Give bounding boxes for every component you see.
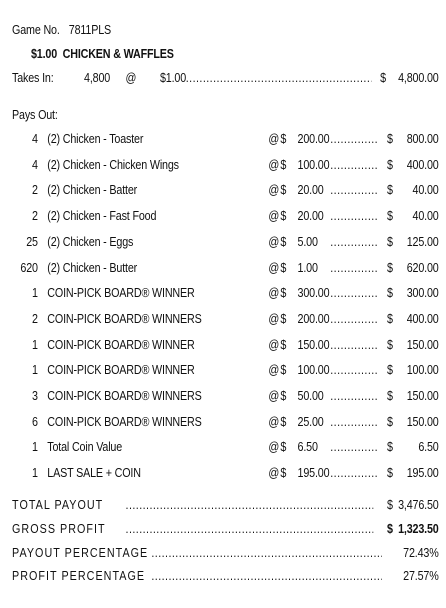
takes-in-total: 4,800.00	[398, 71, 439, 85]
payout-at: @	[268, 363, 280, 378]
payout-at: @	[268, 311, 280, 326]
payout-description: (2) Chicken - Butter	[47, 260, 138, 275]
payout-amount: 50.00	[297, 389, 324, 403]
payout-description: COIN-PICK BOARD® WINNER	[47, 363, 195, 378]
payout-total: 40.00	[412, 209, 439, 224]
payout-amount-currency: $	[280, 414, 287, 429]
payout-amount-currency: $	[280, 234, 287, 249]
payout-total-currency: $	[387, 440, 393, 455]
payout-amount: 195.00	[297, 466, 330, 481]
total-payout-currency: $	[387, 498, 393, 512]
payout-total: 150.00	[406, 389, 439, 403]
payout-amount: 150.00	[297, 337, 330, 352]
payout-qty: 4	[32, 157, 38, 172]
payout-total-currency: $	[387, 311, 393, 326]
payout-amount-currency: $	[280, 311, 287, 326]
payout-description: COIN-PICK BOARD® WINNERS	[47, 389, 202, 403]
payout-total-currency: $	[387, 414, 393, 429]
payout-total: 150.00	[406, 414, 439, 429]
payout-amount: 100.00	[297, 157, 330, 172]
payout-amount: 25.00	[297, 414, 324, 429]
payout-amount: 1.00	[297, 260, 318, 275]
profit-percentage-value: 27.57%	[403, 569, 439, 583]
payout-leader-dots	[330, 260, 378, 276]
game-title: $1.00 CHICKEN & WAFFLES	[30, 47, 174, 61]
payout-leader-dots	[330, 157, 378, 173]
payout-description: Total Coin Value	[47, 440, 123, 455]
payout-at: @	[268, 157, 280, 172]
payout-at: @	[268, 132, 280, 146]
payout-total-currency: $	[387, 183, 393, 198]
gross-profit-leader-dots	[126, 521, 374, 537]
payout-amount-currency: $	[280, 440, 287, 455]
payout-amount: 20.00	[297, 209, 324, 224]
payout-qty: 2	[32, 209, 38, 224]
takes-in-label: Takes In:	[12, 71, 54, 85]
payout-qty: 2	[32, 183, 38, 198]
pays-out-label: Pays Out:	[12, 108, 58, 122]
payout-total: 400.00	[406, 157, 439, 172]
payout-description: (2) Chicken - Chicken Wings	[47, 157, 179, 172]
payout-leader-dots	[330, 311, 378, 327]
payout-at: @	[268, 260, 280, 275]
payout-total-currency: $	[387, 234, 393, 249]
takes-in-currency: $	[380, 71, 386, 85]
payout-leader-dots	[330, 414, 378, 430]
payout-total: 300.00	[406, 286, 439, 301]
payout-total-currency: $	[387, 260, 393, 275]
payout-total-currency: $	[387, 286, 393, 301]
total-payout-value: 3,476.50	[398, 498, 439, 512]
payout-total: 195.00	[406, 466, 439, 481]
payout-description: LAST SALE + COIN	[47, 466, 141, 481]
payout-total-currency: $	[387, 132, 393, 146]
payout-description: (2) Chicken - Fast Food	[47, 209, 157, 224]
payout-total: 6.50	[418, 440, 439, 455]
payout-amount: 6.50	[297, 440, 318, 455]
payout-leader-dots	[330, 208, 378, 224]
takes-in-price: $1.00	[159, 71, 187, 85]
payout-qty: 1	[32, 466, 38, 481]
payout-amount-currency: $	[280, 466, 287, 481]
payout-qty: 4	[32, 132, 38, 146]
payout-at: @	[268, 440, 280, 455]
payout-description: (2) Chicken - Eggs	[47, 234, 134, 249]
payout-at: @	[268, 466, 280, 481]
payout-amount: 20.00	[297, 183, 324, 198]
payout-description: COIN-PICK BOARD® WINNER	[47, 337, 195, 352]
payout-leader-dots	[330, 337, 378, 353]
payout-amount-currency: $	[280, 132, 287, 146]
profit-percentage-leader-dots	[151, 568, 381, 584]
payout-description: COIN-PICK BOARD® WINNER	[47, 286, 195, 301]
payout-description: COIN-PICK BOARD® WINNERS	[47, 414, 202, 429]
payout-leader-dots	[330, 439, 378, 455]
takes-in-leader-dots	[186, 70, 372, 86]
payout-qty: 1	[32, 440, 38, 455]
gross-profit-label: GROSS PROFIT	[12, 522, 106, 536]
payout-total-currency: $	[387, 337, 393, 352]
payout-total: 400.00	[406, 311, 439, 326]
payout-total-currency: $	[387, 209, 393, 224]
payout-description: (2) Chicken - Toaster	[47, 132, 144, 146]
total-payout-leader-dots	[126, 497, 374, 513]
payout-total-currency: $	[387, 363, 393, 378]
payout-leader-dots	[330, 465, 378, 481]
payout-qty: 1	[32, 337, 38, 352]
payout-amount: 300.00	[297, 286, 330, 301]
gross-profit-currency: $	[387, 522, 393, 536]
payout-total: 125.00	[406, 234, 439, 249]
payout-qty: 620	[20, 260, 38, 275]
total-payout-label: TOTAL PAYOUT	[12, 498, 104, 512]
game-no-value: 7811PLS	[68, 23, 112, 37]
payout-at: @	[268, 389, 280, 403]
payout-qty: 2	[32, 311, 38, 326]
payout-description: COIN-PICK BOARD® WINNERS	[47, 311, 202, 326]
payout-amount-currency: $	[280, 389, 287, 403]
payout-leader-dots	[330, 234, 378, 250]
payout-total-currency: $	[387, 466, 393, 481]
payout-percentage-label: PAYOUT PERCENTAGE	[12, 546, 149, 560]
payout-at: @	[268, 337, 280, 352]
payout-leader-dots	[330, 362, 378, 378]
payout-at: @	[268, 286, 280, 301]
payout-leader-dots	[330, 388, 378, 404]
payout-amount-currency: $	[280, 286, 287, 301]
payout-total: 150.00	[406, 337, 439, 352]
payout-amount-currency: $	[280, 337, 287, 352]
payout-at: @	[268, 234, 280, 249]
payout-amount: 5.00	[297, 234, 318, 249]
payout-leader-dots	[330, 131, 378, 147]
payout-qty: 3	[32, 389, 38, 403]
gross-profit-value: 1,323.50	[398, 522, 439, 536]
profit-percentage-label: PROFIT PERCENTAGE	[12, 569, 146, 583]
payout-amount-currency: $	[280, 157, 287, 172]
payout-total-currency: $	[387, 389, 393, 403]
payout-qty: 1	[32, 363, 38, 378]
payout-amount-currency: $	[280, 209, 287, 224]
payout-amount: 100.00	[297, 363, 330, 378]
payout-qty: 1	[32, 286, 38, 301]
payout-total-currency: $	[387, 157, 393, 172]
payout-percentage-leader-dots	[151, 545, 381, 561]
payout-description: (2) Chicken - Batter	[47, 183, 138, 198]
payout-amount: 200.00	[297, 132, 330, 146]
payout-total: 800.00	[406, 132, 439, 146]
payout-amount-currency: $	[280, 260, 287, 275]
payout-qty: 25	[26, 234, 38, 249]
payout-percentage-value: 72.43%	[403, 546, 439, 560]
payout-amount: 200.00	[297, 311, 330, 326]
payout-qty: 6	[32, 414, 38, 429]
payout-total: 620.00	[406, 260, 439, 275]
payout-total: 40.00	[412, 183, 439, 198]
payout-leader-dots	[330, 285, 378, 301]
payout-at: @	[268, 209, 280, 224]
payout-at: @	[268, 414, 280, 429]
takes-in-count: 4,800	[84, 71, 111, 85]
payout-amount-currency: $	[280, 363, 287, 378]
payout-total: 100.00	[406, 363, 439, 378]
payout-at: @	[268, 183, 280, 198]
payout-amount-currency: $	[280, 183, 287, 198]
payout-leader-dots	[330, 182, 378, 198]
takes-in-at: @	[125, 71, 137, 85]
game-no-label: Game No.	[12, 23, 60, 37]
